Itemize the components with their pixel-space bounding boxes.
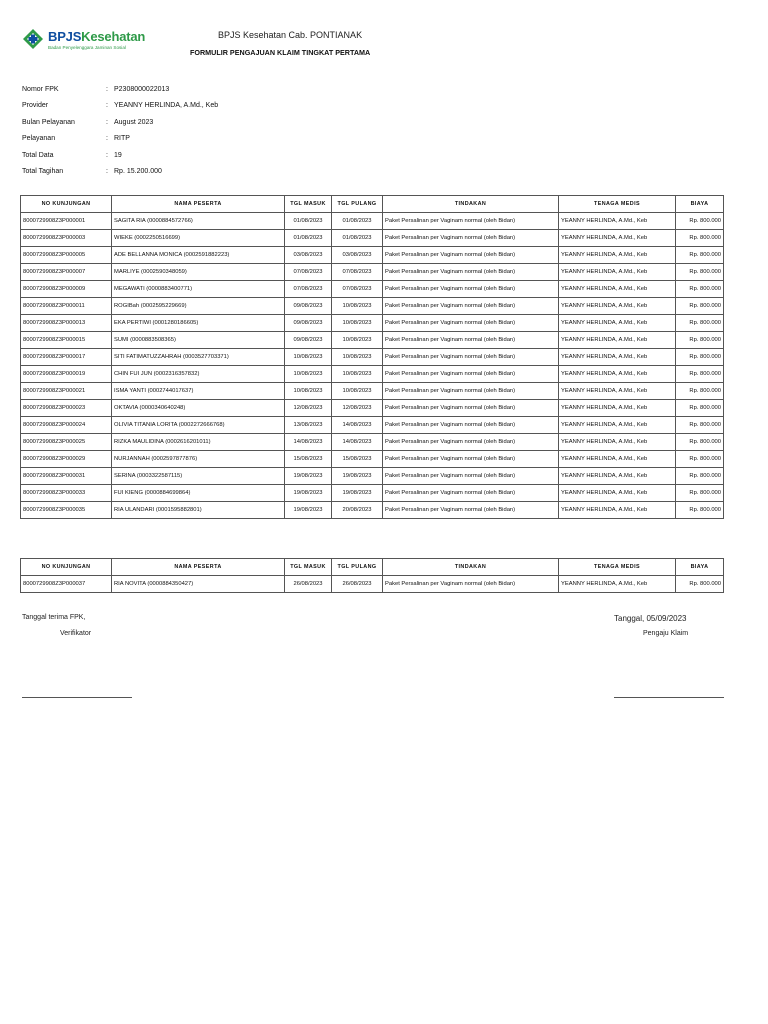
cell-tgl-masuk: 09/08/2023 — [285, 315, 332, 332]
cell-tgl-pulang: 14/08/2023 — [332, 417, 383, 434]
table-row — [21, 400, 724, 417]
info-value: August 2023 — [114, 118, 154, 126]
cell-nama-peserta: RIZKA MAULIDINA (0002616201011) — [112, 434, 285, 451]
cell-tgl-masuk: 01/08/2023 — [285, 213, 332, 230]
info-row-bulan-pelayanan: Bulan Pelayanan : August 2023 — [22, 118, 154, 126]
cell-tgl-pulang: 10/08/2023 — [332, 349, 383, 366]
cell-tindakan: Paket Persalinan per Vaginam normal (oleh Bidan) — [383, 434, 559, 451]
cell-nama-peserta: ISMA YANTI (0002744017637) — [112, 383, 285, 400]
col-header-nama-peserta: NAMA PESERTA — [112, 559, 285, 576]
cell-biaya: Rp. 800.000 — [676, 230, 724, 247]
cell-no-kunjungan: 8000729908Z3P000025 — [21, 434, 112, 451]
cell-tindakan: Paket Persalinan per Vaginam normal (oleh Bidan) — [383, 281, 559, 298]
cell-tgl-pulang: 01/08/2023 — [332, 230, 383, 247]
cell-tgl-pulang: 07/08/2023 — [332, 281, 383, 298]
table-row — [21, 383, 724, 400]
info-label: Provider — [22, 102, 49, 110]
col-header-tindakan: TINDAKAN — [383, 559, 559, 576]
info-row-pelayanan: Pelayanan : RITP — [22, 135, 130, 143]
cell-nama-peserta: SAGITA RIA (0000884572766) — [112, 213, 285, 230]
table-row — [21, 349, 724, 366]
cell-biaya: Rp. 800.000 — [676, 298, 724, 315]
cell-no-kunjungan: 8000729908Z3P000037 — [21, 576, 112, 593]
col-header-tgl-pulang: TGL PULANG — [332, 196, 383, 213]
cell-biaya: Rp. 800.000 — [676, 213, 724, 230]
cell-no-kunjungan: 8000729908Z3P000021 — [21, 383, 112, 400]
cell-no-kunjungan: 8000729908Z3P000001 — [21, 213, 112, 230]
cell-tenaga-medis: YEANNY HERLINDA, A.Md., Keb — [559, 417, 676, 434]
cell-tgl-masuk: 26/08/2023 — [285, 576, 332, 593]
logo-brand-part2: Kesehatan — [81, 29, 146, 44]
table-row — [21, 366, 724, 383]
claimant-label: Pengaju Klaim — [643, 630, 689, 637]
cell-no-kunjungan: 8000729908Z3P000017 — [21, 349, 112, 366]
info-label: Bulan Pelayanan — [22, 118, 75, 126]
cell-biaya: Rp. 800.000 — [676, 264, 724, 281]
cell-tindakan: Paket Persalinan per Vaginam normal (oleh Bidan) — [383, 417, 559, 434]
info-row-total-data: Total Data : 19 — [22, 151, 122, 159]
cell-tindakan: Paket Persalinan per Vaginam normal (oleh Bidan) — [383, 383, 559, 400]
cell-biaya: Rp. 800.000 — [676, 332, 724, 349]
logo-brand-part1: BPJS — [48, 29, 82, 44]
cell-biaya: Rp. 800.000 — [676, 281, 724, 298]
cell-nama-peserta: WIEKE (0002250516699) — [112, 230, 285, 247]
col-header-tenaga-medis: TENAGA MEDIS — [559, 196, 676, 213]
cell-biaya: Rp. 800.000 — [676, 468, 724, 485]
cell-no-kunjungan: 8000729908Z3P000015 — [21, 332, 112, 349]
col-header-no-kunjungan: NO KUNJUNGAN — [21, 196, 112, 213]
cell-tenaga-medis: YEANNY HERLINDA, A.Md., Keb — [559, 315, 676, 332]
logo-subtitle: Badan Penyelenggara Jaminan Sosial — [48, 45, 126, 50]
table-row — [21, 264, 724, 281]
cell-biaya: Rp. 800.000 — [676, 247, 724, 264]
cell-no-kunjungan: 8000729908Z3P000033 — [21, 485, 112, 502]
cell-nama-peserta: EKA PERTIWI (0001280186605) — [112, 315, 285, 332]
table-row — [21, 298, 724, 315]
cell-biaya: Rp. 800.000 — [676, 400, 724, 417]
info-label: Nomor FPK — [22, 85, 59, 93]
cell-biaya: Rp. 800.000 — [676, 366, 724, 383]
cell-no-kunjungan: 8000729908Z3P000023 — [21, 400, 112, 417]
cell-tenaga-medis: YEANNY HERLINDA, A.Md., Keb — [559, 502, 676, 519]
table-row — [21, 502, 724, 519]
cell-tgl-masuk: 09/08/2023 — [285, 332, 332, 349]
cell-biaya: Rp. 800.000 — [676, 434, 724, 451]
cell-biaya: Rp. 800.000 — [676, 349, 724, 366]
cell-tgl-pulang: 10/08/2023 — [332, 298, 383, 315]
col-header-tindakan: TINDAKAN — [383, 196, 559, 213]
table-row — [21, 576, 724, 593]
verifier-label: Verifikator — [60, 630, 92, 637]
table-row — [21, 332, 724, 349]
cell-nama-peserta: OLIVIA TITANIA LORITA (0002272666768) — [112, 417, 285, 434]
cell-tenaga-medis: YEANNY HERLINDA, A.Md., Keb — [559, 366, 676, 383]
info-row-total-tagihan: Total Tagihan : Rp. 15.200.000 — [22, 168, 162, 176]
table-row — [21, 485, 724, 502]
cell-biaya: Rp. 800.000 — [676, 485, 724, 502]
claims-body-2 — [21, 576, 724, 593]
cell-tgl-masuk: 07/08/2023 — [285, 281, 332, 298]
cell-tgl-masuk: 14/08/2023 — [285, 434, 332, 451]
info-value: YEANNY HERLINDA, A.Md., Keb — [114, 102, 219, 110]
info-value: 19 — [114, 151, 122, 159]
verifier-signature-line — [22, 697, 132, 698]
cell-no-kunjungan: 8000729908Z3P000024 — [21, 417, 112, 434]
claims-table — [20, 195, 724, 519]
col-header-tenaga-medis: TENAGA MEDIS — [559, 559, 676, 576]
cell-no-kunjungan: 8000729908Z3P000011 — [21, 298, 112, 315]
cell-tgl-pulang: 19/08/2023 — [332, 485, 383, 502]
cell-tgl-pulang: 10/08/2023 — [332, 315, 383, 332]
cell-tindakan: Paket Persalinan per Vaginam normal (oleh Bidan) — [383, 366, 559, 383]
cell-tgl-pulang: 01/08/2023 — [332, 213, 383, 230]
cell-nama-peserta: SITI FATIMATUZZAHRAH (0003527703371) — [112, 349, 285, 366]
cell-biaya: Rp. 800.000 — [676, 383, 724, 400]
cell-nama-peserta: OKTAVIA (0000340640248) — [112, 400, 285, 417]
cell-biaya: Rp. 800.000 — [676, 451, 724, 468]
cell-no-kunjungan: 8000729908Z3P000003 — [21, 230, 112, 247]
cell-tenaga-medis: YEANNY HERLINDA, A.Md., Keb — [559, 281, 676, 298]
cell-tindakan: Paket Persalinan per Vaginam normal (oleh Bidan) — [383, 576, 559, 593]
cell-tgl-masuk: 10/08/2023 — [285, 383, 332, 400]
cell-tindakan: Paket Persalinan per Vaginam normal (oleh Bidan) — [383, 451, 559, 468]
cell-tgl-pulang: 19/08/2023 — [332, 468, 383, 485]
col-header-tgl-pulang: TGL PULANG — [332, 559, 383, 576]
cell-tindakan: Paket Persalinan per Vaginam normal (oleh Bidan) — [383, 247, 559, 264]
info-value: P2308000022013 — [114, 85, 170, 93]
cell-tgl-masuk: 10/08/2023 — [285, 366, 332, 383]
cell-tindakan: Paket Persalinan per Vaginam normal (oleh Bidan) — [383, 213, 559, 230]
cell-biaya: Rp. 800.000 — [676, 417, 724, 434]
table-row — [21, 468, 724, 485]
form-title: FORMULIR PENGAJUAN KLAIM TINGKAT PERTAMA — [190, 48, 371, 57]
cell-tgl-masuk: 15/08/2023 — [285, 451, 332, 468]
cell-tgl-masuk: 19/08/2023 — [285, 502, 332, 519]
bpjs-emblem-icon — [22, 28, 44, 50]
cell-tenaga-medis: YEANNY HERLINDA, A.Md., Keb — [559, 247, 676, 264]
cell-tgl-masuk: 01/08/2023 — [285, 230, 332, 247]
cell-tgl-pulang: 20/08/2023 — [332, 502, 383, 519]
cell-tindakan: Paket Persalinan per Vaginam normal (oleh Bidan) — [383, 315, 559, 332]
cell-tenaga-medis: YEANNY HERLINDA, A.Md., Keb — [559, 298, 676, 315]
cell-no-kunjungan: 8000729908Z3P000035 — [21, 502, 112, 519]
table-header-row — [21, 559, 724, 576]
cell-tindakan: Paket Persalinan per Vaginam normal (oleh Bidan) — [383, 468, 559, 485]
cell-tgl-pulang: 07/08/2023 — [332, 264, 383, 281]
cell-tenaga-medis: YEANNY HERLINDA, A.Md., Keb — [559, 230, 676, 247]
cell-tindakan: Paket Persalinan per Vaginam normal (oleh Bidan) — [383, 298, 559, 315]
cell-no-kunjungan: 8000729908Z3P000007 — [21, 264, 112, 281]
cell-no-kunjungan: 8000729908Z3P000009 — [21, 281, 112, 298]
cell-tgl-masuk: 19/08/2023 — [285, 468, 332, 485]
table-row — [21, 451, 724, 468]
cell-tgl-pulang: 10/08/2023 — [332, 332, 383, 349]
cell-tgl-pulang: 03/08/2023 — [332, 247, 383, 264]
info-label: Total Data — [22, 151, 54, 159]
cell-nama-peserta: ROGIBah (0002595229669) — [112, 298, 285, 315]
table-row — [21, 213, 724, 230]
cell-tindakan: Paket Persalinan per Vaginam normal (oleh Bidan) — [383, 230, 559, 247]
col-header-no-kunjungan: NO KUNJUNGAN — [21, 559, 112, 576]
cell-nama-peserta: FUI KIENG (0000884699864) — [112, 485, 285, 502]
info-value: Rp. 15.200.000 — [114, 168, 162, 176]
logo-brand — [48, 29, 145, 44]
cell-tenaga-medis: YEANNY HERLINDA, A.Md., Keb — [559, 451, 676, 468]
claim-date: Tanggal, 05/09/2023 — [614, 614, 687, 623]
col-header-nama-peserta: NAMA PESERTA — [112, 196, 285, 213]
cell-nama-peserta: RIA NOVITA (0000884350427) — [112, 576, 285, 593]
cell-tgl-masuk: 03/08/2023 — [285, 247, 332, 264]
cell-tenaga-medis: YEANNY HERLINDA, A.Md., Keb — [559, 264, 676, 281]
cell-tgl-masuk: 07/08/2023 — [285, 264, 332, 281]
cell-tenaga-medis: YEANNY HERLINDA, A.Md., Keb — [559, 434, 676, 451]
cell-no-kunjungan: 8000729908Z3P000019 — [21, 366, 112, 383]
col-header-biaya: BIAYA — [676, 196, 724, 213]
col-header-biaya: BIAYA — [676, 559, 724, 576]
cell-nama-peserta: SERINA (0003322587115) — [112, 468, 285, 485]
cell-tenaga-medis: YEANNY HERLINDA, A.Md., Keb — [559, 468, 676, 485]
cell-tgl-pulang: 26/08/2023 — [332, 576, 383, 593]
cell-tindakan: Paket Persalinan per Vaginam normal (oleh Bidan) — [383, 485, 559, 502]
cell-tindakan: Paket Persalinan per Vaginam normal (oleh Bidan) — [383, 332, 559, 349]
cell-tgl-pulang: 15/08/2023 — [332, 451, 383, 468]
table-row — [21, 281, 724, 298]
table-row — [21, 247, 724, 264]
info-block — [22, 81, 218, 180]
cell-nama-peserta: MEGAWATI (0000883400771) — [112, 281, 285, 298]
cell-biaya: Rp. 800.000 — [676, 576, 724, 593]
cell-no-kunjungan: 8000729908Z3P000029 — [21, 451, 112, 468]
table-row — [21, 230, 724, 247]
info-label: Pelayanan — [22, 135, 56, 143]
cell-tgl-pulang: 10/08/2023 — [332, 366, 383, 383]
cell-tgl-masuk: 19/08/2023 — [285, 485, 332, 502]
claims-table-2 — [20, 558, 724, 593]
received-date-label: Tanggal terima FPK, — [22, 614, 86, 621]
cell-tindakan: Paket Persalinan per Vaginam normal (oleh Bidan) — [383, 400, 559, 417]
cell-tgl-masuk: 13/08/2023 — [285, 417, 332, 434]
col-header-tgl-masuk: TGL MASUK — [285, 559, 332, 576]
cell-tenaga-medis: YEANNY HERLINDA, A.Md., Keb — [559, 383, 676, 400]
cell-nama-peserta: RIA ULANDARI (0001595882801) — [112, 502, 285, 519]
cell-nama-peserta: SUMI (0000883508365) — [112, 332, 285, 349]
info-row-nomor-fpk: Nomor FPK : P2308000022013 — [22, 85, 170, 93]
info-value: RITP — [114, 135, 130, 143]
cell-tenaga-medis: YEANNY HERLINDA, A.Md., Keb — [559, 213, 676, 230]
cell-tgl-masuk: 09/08/2023 — [285, 298, 332, 315]
cell-tgl-masuk: 12/08/2023 — [285, 400, 332, 417]
cell-no-kunjungan: 8000729908Z3P000031 — [21, 468, 112, 485]
info-label: Total Tagihan — [22, 168, 64, 176]
cell-biaya: Rp. 800.000 — [676, 315, 724, 332]
cell-no-kunjungan: 8000729908Z3P000005 — [21, 247, 112, 264]
cell-nama-peserta: NURJANNAH (0002597877876) — [112, 451, 285, 468]
cell-tenaga-medis: YEANNY HERLINDA, A.Md., Keb — [559, 576, 676, 593]
table-row — [21, 315, 724, 332]
cell-tenaga-medis: YEANNY HERLINDA, A.Md., Keb — [559, 400, 676, 417]
cell-tindakan: Paket Persalinan per Vaginam normal (oleh Bidan) — [383, 349, 559, 366]
cell-tindakan: Paket Persalinan per Vaginam normal (oleh Bidan) — [383, 502, 559, 519]
cell-tgl-pulang: 10/08/2023 — [332, 383, 383, 400]
info-row-provider: Provider : YEANNY HERLINDA, A.Md., Keb — [22, 102, 219, 110]
cell-tgl-pulang: 14/08/2023 — [332, 434, 383, 451]
cell-tenaga-medis: YEANNY HERLINDA, A.Md., Keb — [559, 349, 676, 366]
office-name: BPJS Kesehatan Cab. PONTIANAK — [218, 30, 363, 40]
cell-tgl-masuk: 10/08/2023 — [285, 349, 332, 366]
table-header-row — [21, 196, 724, 213]
claimant-signature-line — [614, 697, 724, 698]
cell-tenaga-medis: YEANNY HERLINDA, A.Md., Keb — [559, 332, 676, 349]
cell-tgl-pulang: 12/08/2023 — [332, 400, 383, 417]
cell-nama-peserta: ADE BELLANNA MONICA (0002591882223) — [112, 247, 285, 264]
cell-biaya: Rp. 800.000 — [676, 502, 724, 519]
col-header-tgl-masuk: TGL MASUK — [285, 196, 332, 213]
bpjs-logo — [22, 28, 144, 56]
cell-nama-peserta: MARLIYE (0002590348059) — [112, 264, 285, 281]
cell-no-kunjungan: 8000729908Z3P000013 — [21, 315, 112, 332]
claims-body — [21, 213, 724, 519]
cell-nama-peserta: CHIN FUI JUN (0002316357832) — [112, 366, 285, 383]
cell-tindakan: Paket Persalinan per Vaginam normal (oleh Bidan) — [383, 264, 559, 281]
table-row — [21, 434, 724, 451]
table-row — [21, 417, 724, 434]
cell-tenaga-medis: YEANNY HERLINDA, A.Md., Keb — [559, 485, 676, 502]
